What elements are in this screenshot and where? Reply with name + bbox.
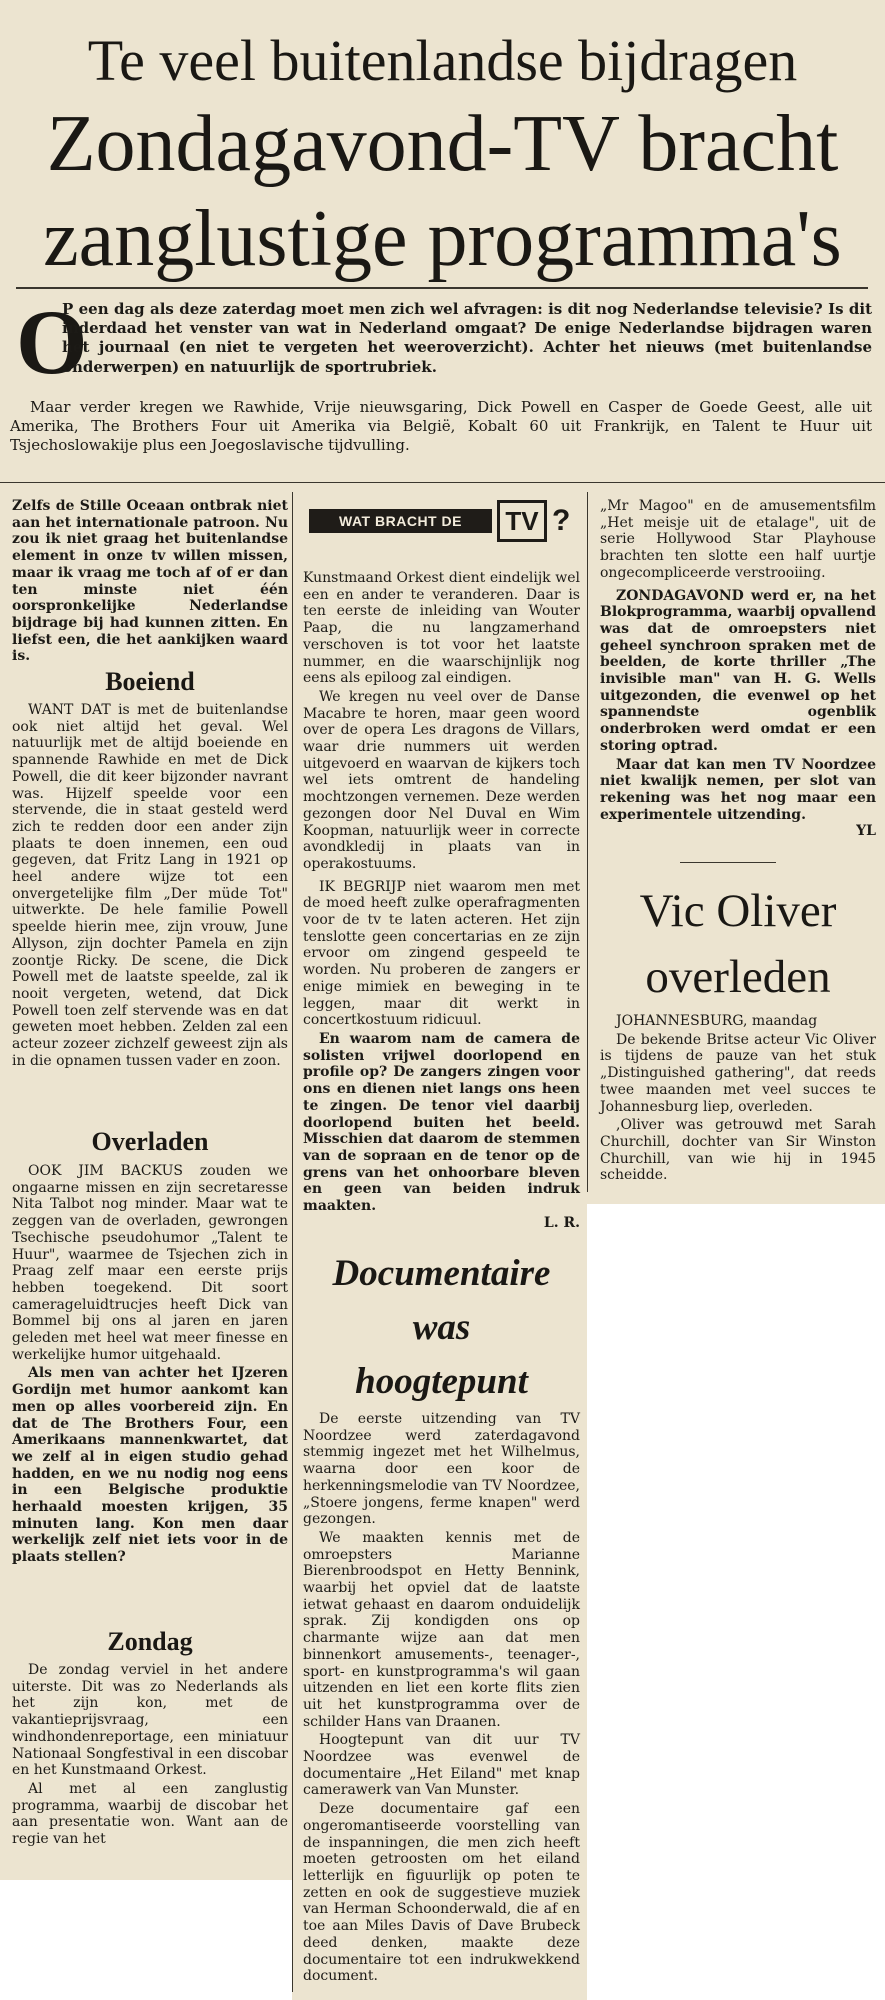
col3-paragraph-2: ZONDAGAVOND werd er, na het Blokprogramma, waarbij opvallend was dat de omroepsters niet geheel synchroon spraken met de beelden, de korte thriller „The invisible man" van H. G. Wells uitgezonden, die evenwel op het spannendste ogenblik onderbroken werd omdat er een storing optrad.	[600, 587, 876, 754]
doc-paragraph-1: De eerste uitzending van TV Noordzee werd zaterdagavond stemmig ingezet met het Wilhelmus, waarna door een koor de herkenningsmelodie van TV Noordzee, „Stoere jongens, ferme knapen" werd gezongen.	[303, 1411, 580, 1528]
subhead-boeiend: Boeiend	[105, 667, 195, 696]
column-3-vic-oliver	[600, 1013, 876, 1186]
column-2-top	[303, 570, 580, 1233]
column-divider-2	[587, 492, 588, 1192]
headline-line-3: zanglustige programma's	[43, 195, 842, 283]
col2-paragraph-1: Kunstmaand Orkest dient eindelijk wel een en ander te veranderen. Daar is ten eerste de inleiding van Wouter Paap, die nu langzamerhand verschoven is tot voor het laatste nummer, en die waarschijnlijk nog eens als epiloog zal eindigen.	[303, 570, 580, 687]
banner-label: WAT BRACHT DE	[309, 509, 492, 533]
col1-paragraph-3: OOK JIM BACKUS zouden we ongaarne missen en zijn secretaresse Nita Talbot nog minder. Maar wat te zeggen van de overladen, gewrongen Tsechische pseudohumor „Talent te Huur", waarmee de Tsjechen zich in Praag zelf maar een eerste prijs hebben toegekend. Dit soort camerageluidtrucjes heeft Dick van Bommel bij ons al jaren en jaren geleden met heel wat meer finesse en werkelijke humor uitgehaald.	[12, 1163, 288, 1363]
column-2-documentaire	[303, 1411, 580, 1987]
col1-paragraph-5: De zondag verviel in het andere uiterste. Dit was zo Nederlands als het zijn kon, met de vakantieprijsvraag, een windhondenreportage, een miniatuur Nationaal Songfestival in een discobar en het Kunstmaand Orkest.	[12, 1662, 288, 1779]
headline-rule	[16, 287, 868, 289]
intro-paragraph: Maar verder kregen we Rawhide, Vrije nieuwsgaring, Dick Powell en Casper de Goede Geest, alle uit Amerika, The Brothers Four uit Amerika via België, Kobalt 60 uit Frankrijk, en Talent te Huur uit Tsjechoslowakije plus een Joegoslavische tijdvulling.	[10, 398, 872, 455]
col3-paragraph-3: Maar dat kan men TV Noordzee niet kwalijk nemen, per slot van rekening was het nog maar een experimentele uitzending.	[600, 756, 876, 823]
vic-dateline: JOHANNESBURG, maandag	[616, 1013, 818, 1029]
vic-paragraph-2: ,Oliver was getrouwd met Sarah Churchill, dochter van Sir Winston Churchill, van wie hij in 1945 scheidde.	[600, 1117, 876, 1184]
column-divider-1	[292, 492, 293, 1992]
col3-signature: YL	[856, 823, 876, 840]
vic-headline-1: Vic Oliver	[639, 885, 837, 937]
column-1-top	[12, 498, 288, 667]
doc-headline-3: hoogtepunt	[355, 1361, 528, 1402]
subhead-overladen: Overladen	[91, 1127, 209, 1156]
headline-line-2: Zondagavond-TV bracht	[46, 100, 839, 188]
doc-paragraph-4: Deze documentaire gaf een ongeromantiseerde voorstelling van de inspanningen, die men zich heeft moeten getroosten om het eiland letterlijk en figuurlijk op poten te zetten en ook de suggestieve muziek van Herman Schoonderwald, die af en toe aan Miles Davis of Dave Brubeck deed denken, maakte deze documentaire tot een indrukwekkend document.	[303, 1801, 580, 1985]
col1-paragraph-6: Al met al een zanglustig programma, waarbij de discobar het aan presentatie won. Want aan de regie van het	[12, 1780, 288, 1848]
col2-paragraph-2: We kregen nu veel over de Danse Macabre te horen, maar geen woord over de opera Les dragons de Villars, waar drie nummers uit werden uitgevoerd en waarvan de kijkers toch wel iets omtrent de handeling mochtzongen vernemen. Deze werden gezongen door Nel Duval en Wim Koopman, natuurlijk weer in correcte avondkledij in plaats van in operakostuums.	[303, 688, 580, 872]
vic-headline-2: overleden	[645, 951, 831, 1003]
wat-bracht-de-tv-banner	[309, 500, 573, 548]
vic-paragraph-1: De bekende Britse acteur Vic Oliver is tijdens de pauze van het stuk „Distinguished gathering", dat reeds twee maanden met veel succes te Johannesburg liep, overleden.	[600, 1031, 876, 1115]
doc-headline-2: was	[412, 1307, 471, 1348]
column-1-bottom	[12, 1662, 288, 1850]
drop-cap: O	[16, 291, 88, 393]
column-3-top	[600, 498, 876, 842]
col2-paragraph-4: En waarom nam de camera de solisten vrijwel doorlopend en profile op? De zangers zingen voor ons en dienen niet langs ons heen te zingen. De tenor viel daarbij doorlopend buiten het beeld. Misschien dat daarom de stemmen van de sopraan en de tenor op de grens van het onhoorbare bleven en geen van beiden indruk maakten.	[303, 1030, 580, 1215]
doc-paragraph-2: We maakten kennis met de omroepsters Marianne Bierenbroodspot en Hetty Bennink, waarbij het opviel dat de laatste ietwat gehaast en daarom onduidelijk sprak. Zij kondigden ons op charmante wijze aan dat men binnenkort amusements-, teenager-, sport- en kunstprogramma's wil gaan uitzenden en liet een korte flits zien uit het kunstprogramma over de schilder Hans van Draanen.	[303, 1529, 580, 1730]
col1-paragraph-2: WANT DAT is met de buitenlandse ook niet altijd het geval. Wel natuurlijk met de altijd boeiende en spannende Rawhide en met de Dick Powell, die dit keer bijzonder navrant was. Hijzelf speelde voor een stervende, die in staat gesteld werd zich te redden door een ander zijn plaats te doen innemen, een oud gegeven, dat Fritz Lang in 1921 op heel andere wijze tot een onvergetelijke film „Der müde Tot" uitwerkte. De hele familie Powell speelde hierin mee, zijn vrouw, June Allyson, zijn dochter Pamela en zijn zoontje Ricky. De scene, die Dick Powell met de laatste speelde, zal ik nooit vergeten, wetend, dat Dick Powell toen zelf stervende was en dat geweten moet hebben. Zelden zal een acteur zozeer zichzelf geweest zijn als in die opnamen tussen vader en zoon.	[12, 702, 288, 1069]
column-3-short-rule	[680, 862, 776, 863]
headline-line-1: Te veel buitenlandse bijdragen	[87, 28, 798, 93]
section-rule	[0, 482, 885, 483]
banner-question-mark: ?	[552, 504, 571, 537]
subhead-zondag: Zondag	[107, 1627, 193, 1656]
intro-bold-paragraph: P een dag als deze zaterdag moet men zich wel afvragen: is dit nog Nederlandse televisie? Is dit inderdaad het venster van wat in Nederland omgaat? De enige Nederlandse bijdragen waren het journaal (en niet te vergeten het weeroverzicht). Achter het nieuws (met buitenlandse onderwerpen) en natuurlijk de sportrubriek.	[62, 300, 872, 376]
doc-paragraph-3: Hoogtepunt van dit uur TV Noordzee was evenwel de documentaire „Het Eiland" met knap camerawerk van Van Munster.	[303, 1732, 580, 1799]
doc-headline-1: Documentaire	[332, 1253, 551, 1294]
tv-logo: TV	[497, 500, 547, 542]
col1-paragraph-4: Als men van achter het IJzeren Gordijn met humor aankomt kan men op alles voorbereid zijn. En dat de The Brothers Four, een Amerikaans mannenkwartet, dat we zelf al in eigen studio gehad hadden, en we nu nodig nog eens in een Belgische produktie herhaald moesten krijgen, 35 minuten lang. Kon men daar werkelijk zelf niet iets voor in de plaats stellen?	[12, 1365, 288, 1566]
col2-paragraph-3: IK BEGRIJP niet waarom men met de moed heeft zulke operafragmenten voor de tv te laten acteren. Het zijn tenslotte geen concertarias en ze zijn ervoor om zingend gespeeld te worden. Nu proberen de zangers er enige mimiek en beweging in te leggen, maar dit werkt in concertkostuum ridicuul.	[303, 878, 580, 1029]
column-1-middle	[12, 702, 288, 1071]
col3-paragraph-1: „Mr Magoo" en de amusementsfilm „Het meisje uit de etalage", uit de serie Hollywood Star Playhouse brachten ten slotte een half uurtje ongecompliceerde verstrooiing.	[600, 498, 876, 581]
col2-signature: L. R.	[543, 1214, 580, 1231]
column-1-lower	[12, 1163, 288, 1568]
col1-paragraph-1: Zelfs de Stille Oceaan ontbrak niet aan het internationale patroon. Nu zou ik niet graag het buitenlandse element in onze tv willen missen, maar ik vraag me toch af of er dan ten minste niet één oorspronkelijke Nederlandse bijdrage bij had kunnen zitten. En liefst een, die het aankijken waard is.	[12, 498, 288, 665]
